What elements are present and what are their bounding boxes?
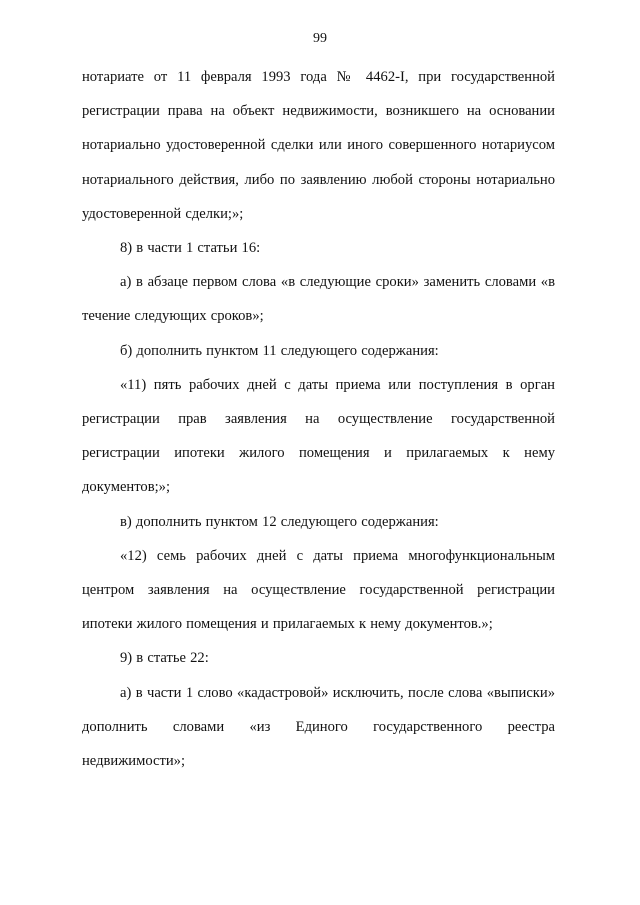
paragraph-item-9-subitem-a: а) в части 1 слово «кадастровой» исключить, после слова «выписки» дополнить словами «из Единого государственного реестра недвижимости»; [82,684,555,770]
paragraph-item-9: 9) в статье 22: [120,650,209,667]
paragraph-subitem-b: б) дополнить пунктом 11 следующего содержания: [120,342,439,359]
paragraph-quote-11: «11) пять рабочих дней с даты приема или поступления в орган регистрации прав заявления на осуществление государственной регистрации ипотеки жилого помещения и прилагаемых к нему документов;»; [82,376,555,496]
paragraph-subitem-v: в) дополнить пунктом 12 следующего содержания: [120,513,439,530]
paragraph-subitem-a: а) в абзаце первом слова «в следующие сроки» заменить словами «в течение следующих сроков»; [82,274,555,325]
page-number: 99 [313,31,327,46]
paragraph-quote-12: «12) семь рабочих дней с даты приема многофункциональным центром заявления на осуществление государственной регистрации ипотеки жилого помещения и прилагаемых к нему документов.»; [82,547,555,633]
paragraph-continuation: нотариате от 11 февраля 1993 года № 4462-I, при государственной регистрации права на объект недвижимости, возникшего на основании нотариально удостоверенной сделки или иного совершенного нотариусом нотариального действия, либо по заявлению любой стороны нотариально удостоверенной сделки;»; [82,69,555,222]
paragraph-item-8: 8) в части 1 статьи 16: [120,240,261,257]
document-body [82,60,555,778]
